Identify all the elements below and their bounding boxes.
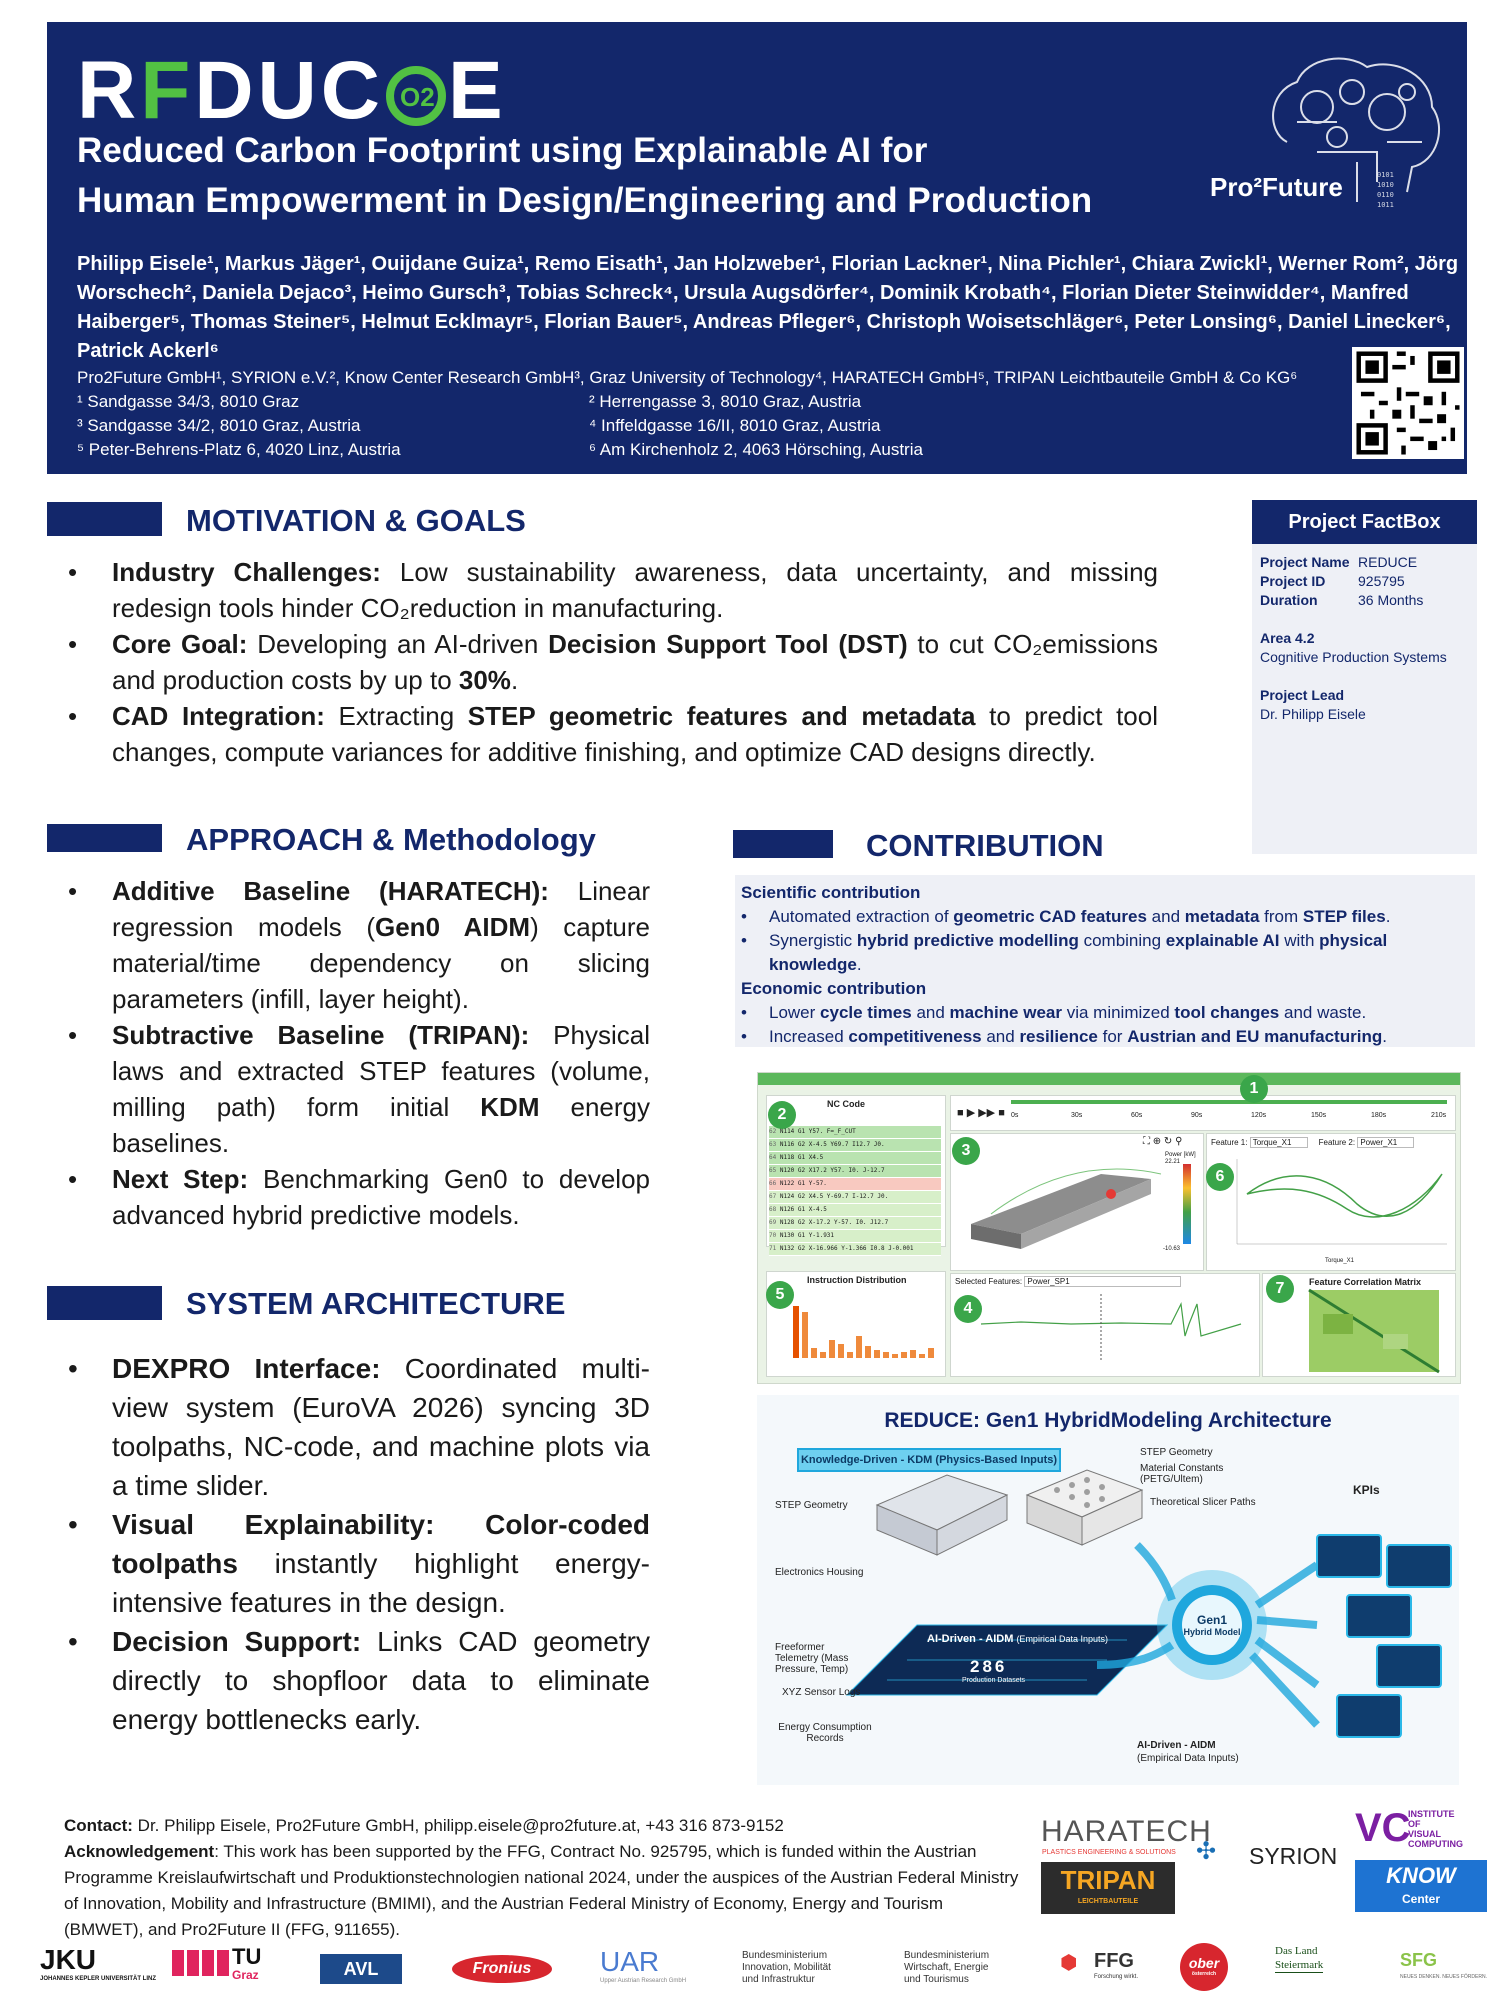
step-geometry-right-label: STEP Geometry xyxy=(1140,1447,1213,1458)
haratech-logo: HARATECH xyxy=(1041,1815,1212,1848)
instruction-bar xyxy=(811,1348,817,1358)
item-emphasis: STEP files xyxy=(1302,907,1386,926)
power-line-chart xyxy=(951,1274,1259,1376)
oberoesterreich-logo xyxy=(1180,1943,1228,1991)
instruction-bar xyxy=(892,1354,898,1358)
item-text: Coordinated multi-view system (EuroVA 2026) syncing 3D toolpaths, NC-code, and machine plots via a time slider. xyxy=(112,1353,650,1501)
section-bar xyxy=(47,824,162,852)
instruction-bar xyxy=(883,1352,889,1358)
svg-text:1010: 1010 xyxy=(1377,181,1394,189)
nc-line-number: 67 xyxy=(769,1193,780,1200)
nc-line-text: N132 G2 X-16.966 Y-1.366 I0.8 J-0.001 xyxy=(779,1245,914,1252)
acknowledgement-label: Acknowledgement xyxy=(64,1842,215,1861)
factbox-label: Project Lead xyxy=(1260,687,1345,703)
toolpath-3d-view[interactable] xyxy=(950,1133,1204,1271)
nc-line-number: 63 xyxy=(769,1141,780,1148)
datasets-count: 286 xyxy=(970,1657,1008,1676)
economic-heading: Economic contribution xyxy=(741,979,927,998)
aidm-panel-title-text: AI-Driven - AIDM xyxy=(927,1633,1014,1645)
item-emphasis: geometric CAD features xyxy=(953,907,1147,926)
sfg-logo: SFG xyxy=(1400,1950,1438,1970)
vc-line: OF xyxy=(1408,1819,1421,1829)
nc-line-text: N118 G1 X4.5 xyxy=(779,1154,824,1161)
section-bar xyxy=(47,502,162,536)
motivation-item xyxy=(48,554,1158,626)
jku-logo: JKU xyxy=(40,1944,97,1975)
step-badge-3: 3 xyxy=(952,1137,980,1165)
item-text: and waste. xyxy=(1279,1003,1367,1022)
nc-code-row[interactable] xyxy=(769,1152,941,1165)
svg-text:0101: 0101 xyxy=(1377,171,1394,179)
instruction-bar xyxy=(847,1352,853,1358)
approach-item xyxy=(48,873,650,1017)
dashboard-topbar xyxy=(758,1073,1460,1085)
playback-controls-icon[interactable]: ■ ▶ ▶▶ ■ xyxy=(957,1107,1005,1119)
time-tick-label: 120s xyxy=(1251,1112,1267,1119)
item-text: Benchmarking Gen0 to develop advanced hybrid predictive models. xyxy=(112,1164,650,1230)
jku-subtitle: JOHANNES KEPLER UNIVERSITÄT LINZ xyxy=(40,1976,157,1982)
contribution-body xyxy=(735,875,1475,1055)
nc-line-text: N116 G2 X-4.5 Y69.7 I12.7 J0. xyxy=(779,1141,885,1148)
step-badge-1: 1 xyxy=(1240,1075,1268,1103)
address-4: ⁴ Inffeldgasse 16/II, 8010 Graz, Austria xyxy=(589,416,881,435)
material-constants-label: Material Constants (PETG/Ultem) xyxy=(1140,1463,1224,1485)
time-tick-label: 90s xyxy=(1191,1112,1203,1119)
contribution-item xyxy=(741,905,1469,929)
authors-list xyxy=(77,250,1467,462)
item-text: for xyxy=(1097,1027,1128,1046)
step-badge-5: 5 xyxy=(766,1281,794,1309)
feature2-label: Feature 2: xyxy=(1318,1138,1356,1147)
hybrid-model-label: Hybrid Model xyxy=(1183,1627,1241,1637)
datasets-label: Production Datasets xyxy=(962,1677,1026,1684)
step-badge-4: 4 xyxy=(954,1295,982,1323)
sfg-subtitle: NEUES DENKEN. NEUES FÖRDERN. xyxy=(1400,1974,1487,1980)
acknowledgement xyxy=(64,1839,1024,1943)
item-text: instantly highlight energy-intensive features in the design. xyxy=(112,1548,650,1618)
addresses xyxy=(77,390,1467,462)
title-line-2: Human Empowerment in Design/Engineering and Production xyxy=(77,181,1093,220)
item-emphasis: Decision Support Tool (DST) xyxy=(548,629,908,659)
item-label: Additive Baseline (HARATECH): xyxy=(112,876,549,906)
step-geometry-left-label: STEP Geometry xyxy=(775,1500,848,1511)
tu-graz-subtitle: Graz xyxy=(232,1968,259,1982)
power-legend-max: 22.21 xyxy=(1165,1159,1181,1165)
item-text: Lower xyxy=(769,1003,821,1022)
factbox-value: Cognitive Production Systems xyxy=(1260,649,1447,665)
item-label: DEXPRO Interface: xyxy=(112,1353,381,1384)
tu-graz-mark-icon xyxy=(172,1950,230,1976)
section-bar xyxy=(47,1286,162,1320)
correlation-matrix-title: Feature Correlation Matrix xyxy=(1309,1277,1422,1287)
item-text: Linear regression models ( xyxy=(112,876,651,942)
scientific-heading: Scientific contribution xyxy=(741,883,921,902)
know-subtitle: Center xyxy=(1401,1892,1440,1906)
item-text: and xyxy=(911,1003,950,1022)
item-text: . xyxy=(1385,907,1391,926)
contribution-item xyxy=(741,929,1469,977)
economic-list xyxy=(741,1001,1469,1049)
nc-code-row[interactable] xyxy=(769,1191,941,1204)
time-tick-label: 180s xyxy=(1371,1112,1387,1119)
nc-line-text: N124 G2 X4.5 Y-69.7 I-12.7 J0. xyxy=(779,1193,889,1200)
instruction-bar xyxy=(865,1346,871,1358)
haratech-subtitle: PLASTICS ENGINEERING & SOLUTIONS xyxy=(1042,1849,1176,1856)
footer-text xyxy=(64,1813,1024,1943)
tripan-name: TRIPAN xyxy=(1060,1865,1156,1895)
nc-line-text: N122 G1 Y-57. xyxy=(779,1180,827,1187)
scatter-x-label: Torque_X1 xyxy=(1325,1258,1355,1264)
logo-o2-icon xyxy=(386,66,446,126)
step-badge-2: 2 xyxy=(768,1101,796,1129)
item-text: ) capture material/time dependency on slicing parameters (infill, layer height). xyxy=(112,912,651,1014)
item-emphasis: 30% xyxy=(458,665,511,695)
dexpro-dashboard xyxy=(757,1072,1461,1384)
approach-heading: APPROACH & Methodology xyxy=(186,822,596,857)
item-text: to cut CO₂emissions and production costs by up to xyxy=(112,629,1158,695)
factbox-label: Project ID xyxy=(1260,573,1326,589)
factbox-value: Dr. Philipp Eisele xyxy=(1260,706,1366,722)
item-emphasis: cycle times xyxy=(820,1003,912,1022)
svg-text:0110: 0110 xyxy=(1377,191,1394,199)
syrion-logo: SYRION xyxy=(1249,1843,1338,1869)
bmimi-line: und Infrastruktur xyxy=(742,1974,815,1985)
tripan-logo xyxy=(1041,1862,1175,1914)
instruction-bar xyxy=(901,1352,907,1358)
item-text: . xyxy=(856,955,862,974)
avl-logo: AVL xyxy=(320,1954,402,1984)
electronics-housing-label: Electronics Housing xyxy=(775,1567,864,1578)
motivation-item xyxy=(48,626,1158,698)
aidm-panel-subtitle: (Empirical Data Inputs) xyxy=(1016,1634,1108,1644)
project-factbox xyxy=(1252,500,1477,854)
contribution-box xyxy=(735,875,1475,1047)
bmwet-line: Wirtschaft, Energie xyxy=(904,1962,989,1973)
factbox-area xyxy=(1260,629,1469,667)
bmimi-line: Innovation, Mobilität xyxy=(742,1962,831,1973)
nc-line-number: 65 xyxy=(769,1167,780,1174)
xyz-sensor-label: XYZ Sensor Logs xyxy=(782,1687,861,1698)
address-2: ² Herrengasse 3, 8010 Graz, Austria xyxy=(589,392,862,411)
item-label: Decision Support: xyxy=(112,1626,362,1657)
item-text: Automated extraction of xyxy=(769,907,954,926)
logo-o2-text: O2 xyxy=(399,82,435,113)
step-badge-7: 7 xyxy=(1266,1275,1294,1303)
scientific-list xyxy=(741,905,1469,977)
nc-code-row[interactable] xyxy=(769,1178,941,1191)
instruction-bar xyxy=(802,1312,808,1358)
item-text: Physical laws and extracted STEP features (volume, milling path) form initial xyxy=(112,1020,650,1122)
item-text: Increased xyxy=(769,1027,849,1046)
contact-line xyxy=(64,1813,1024,1839)
item-text: Extracting xyxy=(324,701,468,731)
item-emphasis: Austrian and EU manufacturing xyxy=(1127,1027,1383,1046)
freeformer-label: Freeformer Telemetry (Mass Pressure, Temp) xyxy=(775,1642,849,1675)
scatter-plot-icon xyxy=(1207,1134,1455,1270)
aidm-right-sublabel: (Empirical Data Inputs) xyxy=(1137,1753,1239,1764)
nc-line-number: 70 xyxy=(769,1232,780,1239)
feature1-select[interactable]: Torque_X1 xyxy=(1250,1137,1309,1148)
factbox-label: Duration xyxy=(1260,592,1318,608)
item-emphasis: STEP geometric features and metadata xyxy=(467,701,976,731)
factbox-details xyxy=(1260,553,1469,610)
item-emphasis: KDM xyxy=(480,1092,540,1122)
time-tick-label: 150s xyxy=(1311,1112,1327,1119)
factbox-lead xyxy=(1260,686,1469,724)
bmwet-line: Bundesministerium xyxy=(904,1950,990,1961)
system-item xyxy=(48,1349,650,1505)
section-bar xyxy=(733,830,833,858)
system-item xyxy=(48,1622,650,1739)
nc-line-text: N128 G2 X-17.2 Y-57. I0. J12.7 xyxy=(779,1219,889,1226)
address-3: ³ Sandgasse 34/2, 8010 Graz, Austria xyxy=(77,416,361,435)
nc-line-text: N114 G1 Y57. F=_F_CUT xyxy=(779,1128,856,1135)
factbox-heading: Project FactBox xyxy=(1252,500,1477,544)
item-emphasis: tool changes xyxy=(1174,1003,1280,1022)
address-6: ⁶ Am Kirchenholz 2, 4063 Hörsching, Austria xyxy=(589,440,923,459)
instruction-distribution-panel xyxy=(766,1271,946,1377)
nc-line-number: 69 xyxy=(769,1219,780,1226)
instruction-bar xyxy=(829,1340,835,1358)
acknowledgement-text: : This work has been supported by the FFG, Contract No. 925795, which is funded within the Austrian Programme Kreislaufwirtschaft und Produktionstechnologien national 2024, under the auspices of the Austrian Federal Ministry of Innovation, Mobility and Infrastructure (BMIMI), and the Austrian Federal Ministry of Economy, Energy and Tourism (BMWET), and Pro2Future II (FFG, 911655). xyxy=(64,1842,1019,1939)
motivation-item xyxy=(48,698,1158,770)
item-label: Visual Explainability: Color-coded toolpaths xyxy=(112,1509,650,1579)
factbox-value: 36 Months xyxy=(1358,592,1424,608)
pro2future-logo: Pro²Future xyxy=(1210,172,1343,202)
approach-item xyxy=(48,1017,650,1161)
nc-code-row[interactable] xyxy=(769,1139,941,1152)
item-text: combining xyxy=(1078,931,1166,950)
logo-letter: E xyxy=(447,45,507,136)
item-text: Synergistic xyxy=(769,931,857,950)
nc-code-row[interactable] xyxy=(769,1126,941,1139)
nc-code-row[interactable] xyxy=(769,1217,941,1230)
nc-code-title: NC Code xyxy=(827,1099,865,1109)
approach-list xyxy=(48,873,650,1233)
factbox-body xyxy=(1252,544,1477,733)
step-badge-6: 6 xyxy=(1206,1163,1234,1191)
contact-label: Contact: xyxy=(64,1816,133,1835)
know-name: KNOW xyxy=(1386,1863,1456,1888)
logo-letter-accent: F xyxy=(140,45,195,136)
steiermark-line: Das Land xyxy=(1275,1945,1318,1957)
address-1: ¹ Sandgasse 34/3, 8010 Graz xyxy=(77,392,300,411)
instruction-bar xyxy=(793,1306,799,1358)
time-ticks xyxy=(1011,1112,1447,1124)
uar-logo: UAR xyxy=(600,1946,660,1977)
instruction-bar xyxy=(919,1354,925,1358)
item-text: Developing an AI-driven xyxy=(247,629,549,659)
instruction-bar xyxy=(820,1352,826,1358)
logo-letters: DUC xyxy=(194,45,384,136)
motivation-list xyxy=(48,554,1158,770)
ffg-subtitle: Forschung wirkt. xyxy=(1094,1974,1139,1980)
logo-letter: R xyxy=(77,45,141,136)
item-emphasis: machine wear xyxy=(949,1003,1062,1022)
system-list xyxy=(48,1349,650,1739)
nc-line-number: 71 xyxy=(769,1245,780,1252)
authors-text: Philipp Eisele¹, Markus Jäger¹, Ouijdane Guiza¹, Remo Eisath¹, Jan Holzweber¹, Florian Lackner¹, Nina Pichler¹, Chiara Zwickl¹, Werner Rom², Jörg Worschech², Daniela Dejaco³, Heimo Gursch³, Tobias Schreck⁴, Ursula Augsdörfer⁴, Dominik Krobath⁴, Florian Dieter Steinwidder⁴, Manfred Haiberger⁵, Thomas Steiner⁵, Helmut Ecklmayr⁵, Florian Bauer⁵, Andreas Pfleger⁶, Christoph Woisetschläger⁶, Peter Lonsing⁶, Daniel Linecker⁶, Patrick Ackerl⁶ xyxy=(77,253,1459,362)
instruction-bar xyxy=(838,1344,844,1358)
bmimi-line: Bundesministerium xyxy=(742,1950,828,1961)
header-banner xyxy=(47,22,1467,474)
nc-line-text: N130 G1 Y-1.931 xyxy=(779,1232,835,1239)
ober-text: ober xyxy=(1188,1955,1220,1971)
item-text: and xyxy=(1146,907,1185,926)
contribution-item xyxy=(741,1001,1469,1025)
item-text: . xyxy=(1382,1027,1387,1046)
power-legend-title: Power [kW] xyxy=(1165,1152,1196,1158)
svg-text:1011: 1011 xyxy=(1377,201,1394,209)
kpis-label: KPIs xyxy=(1353,1483,1380,1497)
motivation-heading: MOTIVATION & GOALS xyxy=(186,503,526,538)
organizations: Pro2Future GmbH¹, SYRION e.V.², Know Center Research GmbH³, Graz University of Technology⁴, HARATECH GmbH⁵, TRIPAN Leichtbauteile GmbH & Co KG⁶ xyxy=(77,368,1298,387)
reduce-logo xyxy=(77,45,507,136)
selected-features-label: Selected Features: xyxy=(955,1277,1023,1286)
item-text: Links CAD geometry directly to shopfloor data to eliminate energy bottlenecks early. xyxy=(112,1626,650,1735)
view-controls-icon[interactable]: ⛶ ⊕ ↻ ⚲ xyxy=(1143,1136,1183,1147)
item-emphasis: Gen0 AIDM xyxy=(375,912,531,942)
poster-title xyxy=(77,126,1177,226)
bmimi-logo xyxy=(742,1950,831,1986)
nc-code-row[interactable] xyxy=(769,1230,941,1243)
factbox-value: 925795 xyxy=(1358,573,1405,589)
nc-code-row[interactable] xyxy=(769,1165,941,1178)
nc-line-number: 66 xyxy=(769,1180,780,1187)
instruction-bar xyxy=(928,1348,934,1358)
item-emphasis: metadata xyxy=(1184,907,1260,926)
item-emphasis: hybrid predictive modelling xyxy=(856,931,1079,950)
qr-code-icon[interactable] xyxy=(1352,347,1464,459)
item-text: energy baselines. xyxy=(112,1092,650,1158)
syrion-mark-icon: ✣ xyxy=(1196,1838,1217,1865)
architecture-title: REDUCE: Gen1 HybridModeling Architecture xyxy=(884,1409,1332,1432)
item-emphasis: resilience xyxy=(1019,1027,1098,1046)
fronius-logo: Fronius xyxy=(452,1955,552,1983)
system-item xyxy=(48,1505,650,1622)
nc-line-number: 68 xyxy=(769,1206,780,1213)
item-label: Subtractive Baseline (TRIPAN): xyxy=(112,1020,530,1050)
tripan-subtitle: LEICHTBAUTEILE xyxy=(1077,1898,1139,1905)
time-tick-label: 0s xyxy=(1011,1112,1019,1119)
contribution-item xyxy=(741,1025,1469,1049)
item-label: Core Goal: xyxy=(112,629,248,659)
item-text: with xyxy=(1279,931,1320,950)
nc-line-number: 62 xyxy=(769,1128,780,1135)
factbox-label: Project Name xyxy=(1260,554,1350,570)
item-text: from xyxy=(1259,907,1303,926)
vc-logo-icon: VC xyxy=(1355,1806,1411,1850)
item-label: Next Step: xyxy=(112,1164,249,1194)
feature-selectors xyxy=(1211,1138,1414,1147)
item-emphasis: competitiveness xyxy=(848,1027,982,1046)
slicer-paths-label: Theoretical Slicer Paths xyxy=(1150,1497,1256,1508)
time-slider-panel[interactable] xyxy=(950,1095,1456,1131)
gen1-label: Gen1 xyxy=(1196,1613,1227,1627)
steiermark-logo xyxy=(1275,1944,1323,1973)
nc-line-text: N126 G1 X-4.5 xyxy=(779,1206,827,1213)
vc-logo-text xyxy=(1408,1809,1463,1849)
ffg-logo: FFG xyxy=(1094,1950,1134,1972)
energy-records-label: Energy Consumption Records xyxy=(778,1722,872,1744)
selected-features-panel xyxy=(950,1273,1260,1377)
factbox-label: Area 4.2 xyxy=(1260,630,1315,646)
instruction-bar xyxy=(856,1336,862,1358)
item-text: Low sustainability awareness, data uncertainty, and missing redesign tools hinder CO₂reduction in manufacturing. xyxy=(112,557,1158,623)
feature-scatter-panel[interactable] xyxy=(1206,1133,1456,1271)
item-label: CAD Integration: xyxy=(112,701,325,731)
time-tick-label: 60s xyxy=(1131,1112,1143,1119)
item-emphasis: physical knowledge xyxy=(769,931,1388,974)
item-text: to predict tool changes, compute variances for additive finishing, and optimize CAD designs directly. xyxy=(112,701,1158,767)
nc-code-list[interactable] xyxy=(769,1126,941,1256)
nc-line-text: N120 G2 X17.2 Y57. I0. J-12.7 xyxy=(779,1167,885,1174)
contribution-heading: CONTRIBUTION xyxy=(866,828,1104,863)
selected-features-select[interactable]: Power_SP1 xyxy=(1024,1276,1180,1287)
contact-text[interactable]: Dr. Philipp Eisele, Pro2Future GmbH, philipp.eisele@pro2future.at, +43 316 873-9152 xyxy=(132,1816,784,1835)
nc-code-row[interactable] xyxy=(769,1204,941,1217)
time-tick-label: 30s xyxy=(1071,1112,1083,1119)
feature2-select[interactable]: Power_X1 xyxy=(1357,1137,1414,1148)
nc-line-number: 64 xyxy=(769,1154,780,1161)
instruction-bar xyxy=(910,1350,916,1358)
title-line-1: Reduced Carbon Footprint using Explainable AI for xyxy=(77,131,928,170)
instruction-bar-chart xyxy=(767,1272,945,1376)
nc-code-row[interactable] xyxy=(769,1243,941,1256)
approach-item xyxy=(48,1161,650,1233)
bmwet-logo xyxy=(904,1950,989,1986)
system-heading: SYSTEM ARCHITECTURE xyxy=(186,1286,566,1321)
time-slider-track[interactable] xyxy=(1011,1100,1447,1104)
item-text: and xyxy=(981,1027,1020,1046)
instruction-bar xyxy=(874,1350,880,1358)
steiermark-line: Steiermark xyxy=(1275,1959,1324,1971)
aidm-panel-title xyxy=(927,1633,1108,1645)
selected-features-row xyxy=(955,1277,1181,1286)
item-text: via minimized xyxy=(1061,1003,1175,1022)
bmwet-line: und Tourismus xyxy=(904,1974,969,1985)
aidm-right-label: AI-Driven - AIDM xyxy=(1137,1740,1216,1751)
uar-subtitle: Upper Austrian Research GmbH xyxy=(600,1978,687,1984)
instruction-distribution-title: Instruction Distribution xyxy=(807,1275,907,1285)
item-label: Industry Challenges: xyxy=(112,557,381,587)
vc-line: INSTITUTE xyxy=(1408,1809,1455,1819)
item-text: . xyxy=(510,665,519,695)
time-tick-label: 210s xyxy=(1431,1112,1447,1119)
ober-subtitle: österreich xyxy=(1191,1971,1217,1977)
architecture-figure xyxy=(757,1395,1459,1785)
vc-line: COMPUTING xyxy=(1408,1839,1463,1849)
ffg-mark-icon: ⬢ xyxy=(1060,1952,1078,1974)
kdm-banner: Knowledge-Driven - KDM (Physics-Based Inputs) xyxy=(797,1448,1061,1472)
item-emphasis: explainable AI xyxy=(1165,931,1280,950)
power-legend-min: -10.63 xyxy=(1163,1246,1181,1252)
vc-line: VISUAL xyxy=(1408,1829,1442,1839)
factbox-value: REDUCE xyxy=(1358,554,1418,570)
feature1-label: Feature 1: xyxy=(1211,1138,1248,1147)
address-5: ⁵ Peter-Behrens-Platz 6, 4020 Linz, Austria xyxy=(77,440,401,459)
know-center-logo xyxy=(1355,1860,1487,1912)
tu-graz-logo: TU xyxy=(232,1944,262,1969)
